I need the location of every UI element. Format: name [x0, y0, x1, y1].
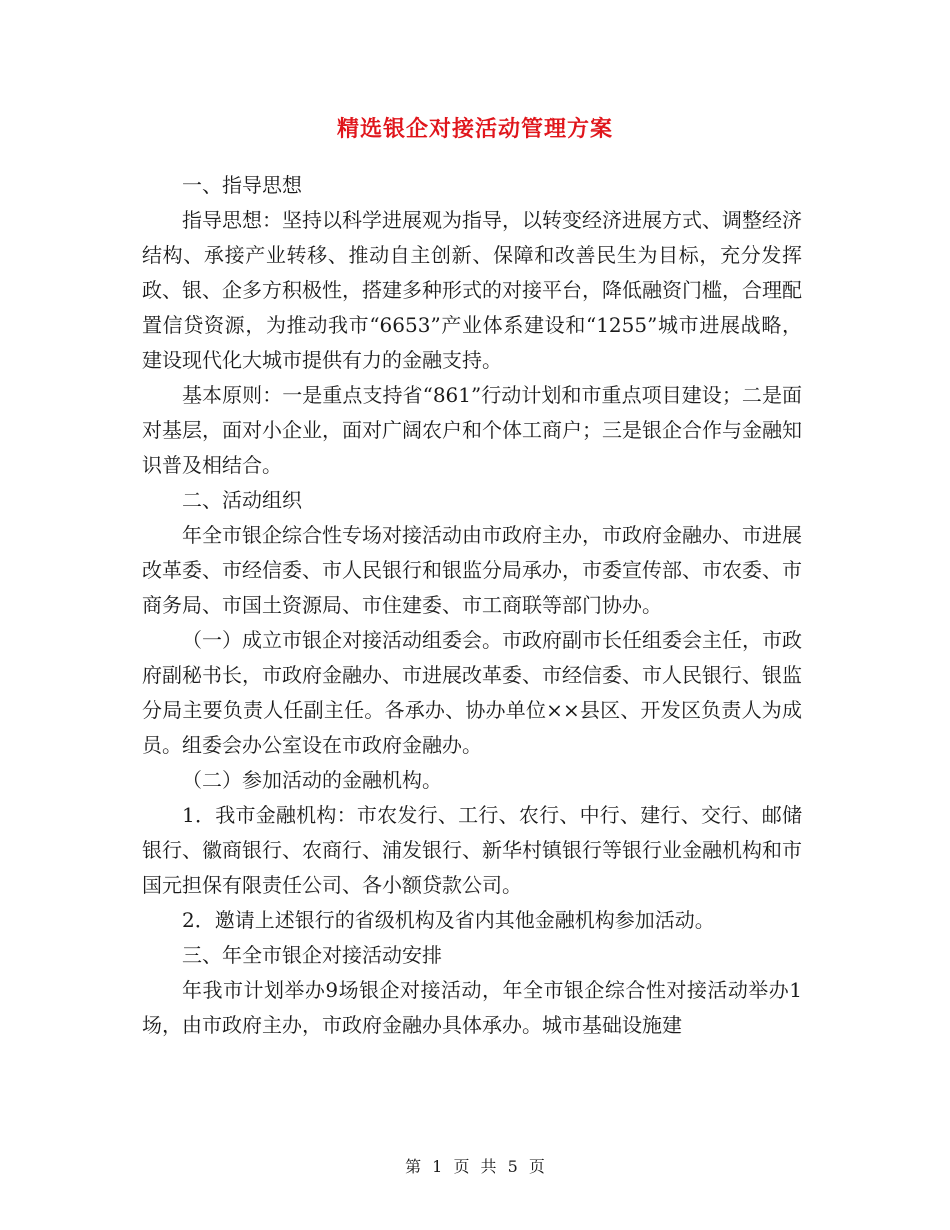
- paragraph: 基本原则：一是重点支持省“861”行动计划和市重点项目建设；二是面对基层，面对小企业，面对广阔农户和个体工商户；三是银企合作与金融知识普及相结合。: [142, 383, 802, 477]
- subsection-heading: （二）参加活动的金融机构。: [182, 768, 442, 792]
- paragraph: 年全市银企综合性专场对接活动由市政府主办，市政府金融办、市进展改革委、市经信委、市人民银行和银监分局承办，市委宣传部、市农委、市商务局、市国土资源局、市住建委、市工商联等部门协办。: [142, 523, 802, 617]
- section-heading: 一、指导思想: [182, 173, 302, 197]
- section-heading: 三、年全市银企对接活动安排: [182, 943, 442, 967]
- document-body: [142, 168, 802, 1043]
- list-item: 2．邀请上述银行的省级机构及省内其他金融机构参加活动。: [182, 908, 715, 932]
- section-heading: 二、活动组织: [182, 488, 302, 512]
- paragraph: 指导思想：坚持以科学进展观为指导，以转变经济进展方式、调整经济结构、承接产业转移、推动自主创新、保障和改善民生为目标，充分发挥政、银、企多方积极性，搭建多种形式的对接平台，降低融资门槛，合理配置信贷资源，为推动我市“6653”产业体系建设和“1255”城市进展战略，建设现代化大城市提供有力的金融支持。: [142, 208, 802, 372]
- page-footer: 第 1 页 共 5 页: [405, 1157, 545, 1176]
- document-title: 精选银企对接活动管理方案: [336, 116, 613, 142]
- list-item: 1．我市金融机构：市农发行、工行、农行、中行、建行、交行、邮储银行、徽商银行、农商行、浦发银行、新华村镇银行等银行业金融机构和市国元担保有限责任公司、各小额贷款公司。: [142, 803, 802, 897]
- paragraph: （一）成立市银企对接活动组委会。市政府副市长任组委会主任，市政府副秘书长，市政府金融办、市进展改革委、市经信委、市人民银行、银监分局主要负责人任副主任。各承办、协办单位××县区、开发区负责人为成员。组委会办公室设在市政府金融办。: [142, 628, 802, 757]
- paragraph: 年我市计划举办9场银企对接活动，年全市银企综合性对接活动举办1场，由市政府主办，市政府金融办具体承办。城市基础设施建: [142, 978, 802, 1037]
